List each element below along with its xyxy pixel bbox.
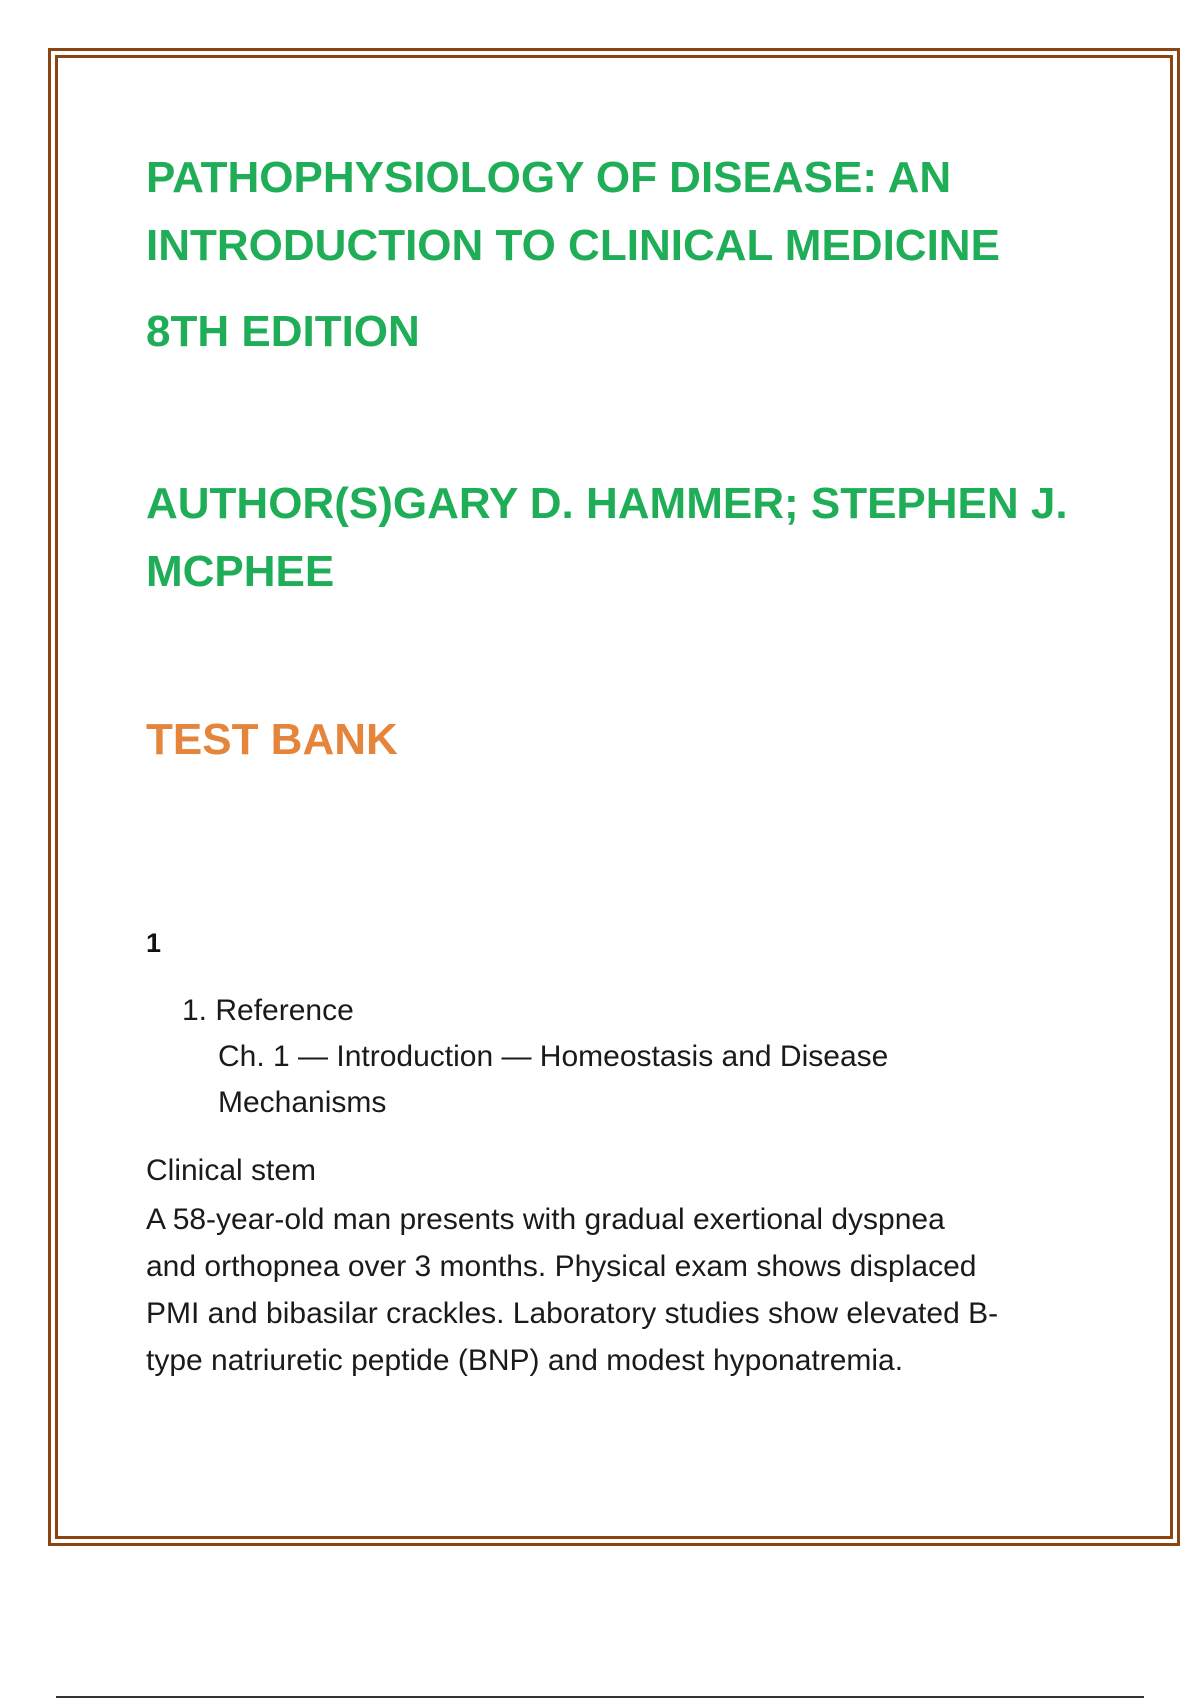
stem-line-1: A 58-year-old man presents with gradual exertional dyspnea xyxy=(146,1203,945,1236)
bottom-divider xyxy=(56,1696,1144,1698)
clinical-stem-text xyxy=(146,1196,1086,1384)
reference-list xyxy=(182,988,888,1126)
stem-line-2: and orthopnea over 3 months. Physical exam shows displaced xyxy=(146,1250,977,1283)
reference-chapter-line-2: Mechanisms xyxy=(218,1086,387,1119)
author-line xyxy=(146,470,1068,606)
title-line-2: INTRODUCTION TO CLINICAL MEDICINE xyxy=(146,221,1000,270)
question-number: 1 xyxy=(146,928,162,958)
title-line-1: PATHOPHYSIOLOGY OF DISEASE: AN xyxy=(146,153,952,202)
stem-line-4: type natriuretic peptide (BNP) and modest hyponatremia. xyxy=(146,1344,904,1377)
test-bank-heading: TEST BANK xyxy=(146,715,398,764)
author-line-1: AUTHOR(S)GARY D. HAMMER; STEPHEN J. xyxy=(146,479,1068,528)
edition-label: 8TH EDITION xyxy=(146,307,420,356)
reference-item-label: 1. Reference xyxy=(182,994,354,1027)
author-line-2: MCPHEE xyxy=(146,547,335,596)
reference-chapter-line-1: Ch. 1 — Introduction — Homeostasis and Disease xyxy=(218,1040,889,1073)
stem-line-3: PMI and bibasilar crackles. Laboratory studies show elevated B- xyxy=(146,1297,999,1330)
document-title xyxy=(146,144,1000,280)
clinical-stem-label: Clinical stem xyxy=(146,1154,317,1187)
